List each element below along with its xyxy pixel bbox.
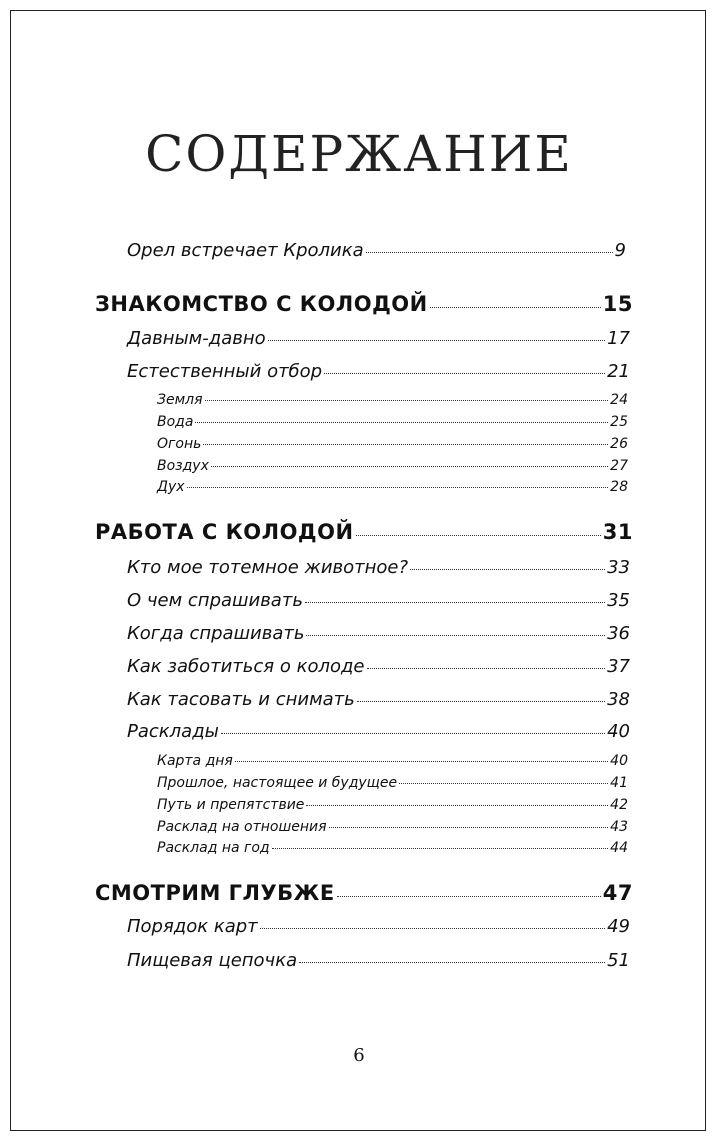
toc-label: Дух	[157, 479, 185, 495]
toc-page: 21	[607, 361, 630, 382]
toc-entry[interactable]	[127, 328, 630, 349]
toc-page: 38	[607, 689, 630, 710]
toc-subentry[interactable]	[157, 414, 628, 430]
toc-label: Воздух	[157, 458, 209, 474]
toc-entry[interactable]	[127, 361, 630, 382]
toc-page: 51	[607, 950, 630, 971]
toc-subentry[interactable]	[157, 819, 628, 835]
toc-leader	[211, 466, 608, 467]
page-title: СОДЕРЖАНИЕ	[145, 125, 573, 183]
toc-label: Пищевая цепочка	[127, 950, 298, 971]
toc-label: Расклады	[127, 721, 219, 742]
toc-leader	[366, 252, 613, 253]
toc-label: СМОТРИМ ГЛУБЖЕ	[95, 881, 335, 905]
toc-leader	[195, 422, 608, 423]
toc-leader	[272, 848, 609, 849]
toc-leader	[187, 487, 609, 488]
toc-page: 25	[610, 414, 628, 430]
toc-leader	[410, 569, 605, 570]
toc-entry[interactable]	[127, 656, 630, 677]
toc-section-2[interactable]	[95, 520, 633, 544]
toc-page: 36	[607, 623, 630, 644]
toc-page: 24	[610, 392, 628, 408]
toc-label: Кто мое тотемное животное?	[127, 557, 409, 578]
toc-leader	[324, 373, 605, 374]
toc-page: 43	[610, 819, 628, 835]
toc-entry-intro[interactable]	[127, 240, 626, 261]
toc-leader	[329, 827, 609, 828]
toc-label: Огонь	[157, 436, 202, 452]
toc-subentry[interactable]	[157, 436, 628, 452]
toc-leader	[367, 668, 606, 669]
toc-leader	[356, 535, 601, 536]
toc-leader	[203, 444, 608, 445]
toc-page: 15	[602, 292, 633, 316]
toc-page: 31	[602, 520, 633, 544]
toc-label: Карта дня	[157, 753, 233, 769]
toc-label: ЗНАКОМСТВО С КОЛОДОЙ	[95, 292, 428, 316]
toc-subentry[interactable]	[157, 458, 628, 474]
toc-leader	[337, 896, 601, 897]
toc-leader	[306, 635, 605, 636]
toc-label: РАБОТА С КОЛОДОЙ	[95, 520, 354, 544]
toc-section-1[interactable]	[95, 292, 633, 316]
toc-leader	[305, 602, 605, 603]
toc-leader	[306, 805, 608, 806]
toc-subentry[interactable]	[157, 775, 628, 791]
toc-subentry[interactable]	[157, 840, 628, 856]
toc-page: 33	[607, 557, 630, 578]
toc-leader	[430, 307, 601, 308]
toc-entry[interactable]	[127, 950, 630, 971]
toc-leader	[221, 733, 605, 734]
toc-label: Расклад на год	[157, 840, 270, 856]
toc-page: 44	[610, 840, 628, 856]
toc-subentry[interactable]	[157, 753, 628, 769]
toc-subentry[interactable]	[157, 479, 628, 495]
toc-entry[interactable]	[127, 557, 630, 578]
toc-label: Естественный отбор	[127, 361, 323, 382]
toc-page: 40	[607, 721, 630, 742]
toc-page: 47	[602, 881, 633, 905]
toc-page: 28	[610, 479, 628, 495]
toc-label: Давным-давно	[127, 328, 266, 349]
toc-label: Орел встречает Кролика	[127, 240, 364, 261]
toc-page: 26	[610, 436, 628, 452]
toc-label: Как тасовать и снимать	[127, 689, 355, 710]
toc-entry[interactable]	[127, 721, 630, 742]
toc-label: Как заботиться о колоде	[127, 656, 365, 677]
toc-label: Прошлое, настоящее и будущее	[157, 775, 398, 791]
toc-page: 42	[610, 797, 628, 813]
toc-entry[interactable]	[127, 623, 630, 644]
toc-leader	[260, 928, 605, 929]
page-number: 6	[353, 1045, 365, 1066]
toc-leader	[268, 340, 605, 341]
toc-subentry[interactable]	[157, 392, 628, 408]
toc-label: О чем спрашивать	[127, 590, 303, 611]
toc-label: Вода	[157, 414, 194, 430]
toc-label: Земля	[157, 392, 203, 408]
toc-label: Расклад на отношения	[157, 819, 327, 835]
toc-page: 40	[610, 753, 628, 769]
toc-page: 37	[607, 656, 630, 677]
toc-page: 49	[607, 916, 630, 937]
toc-entry[interactable]	[127, 916, 630, 937]
toc-page: 27	[610, 458, 628, 474]
toc-page: 41	[610, 775, 628, 791]
toc-label: Порядок карт	[127, 916, 258, 937]
toc-section-3[interactable]	[95, 881, 633, 905]
toc-entry[interactable]	[127, 689, 630, 710]
toc-leader	[357, 701, 605, 702]
toc-label: Когда спрашивать	[127, 623, 305, 644]
toc-leader	[205, 400, 609, 401]
toc-page: 17	[607, 328, 630, 349]
toc-entry[interactable]	[127, 590, 630, 611]
toc-page: 35	[607, 590, 630, 611]
toc-leader	[299, 962, 605, 963]
toc-label: Путь и препятствие	[157, 797, 305, 813]
toc-leader	[235, 761, 608, 762]
toc-leader	[399, 783, 608, 784]
toc-page: 9	[614, 240, 626, 261]
toc-subentry[interactable]	[157, 797, 628, 813]
